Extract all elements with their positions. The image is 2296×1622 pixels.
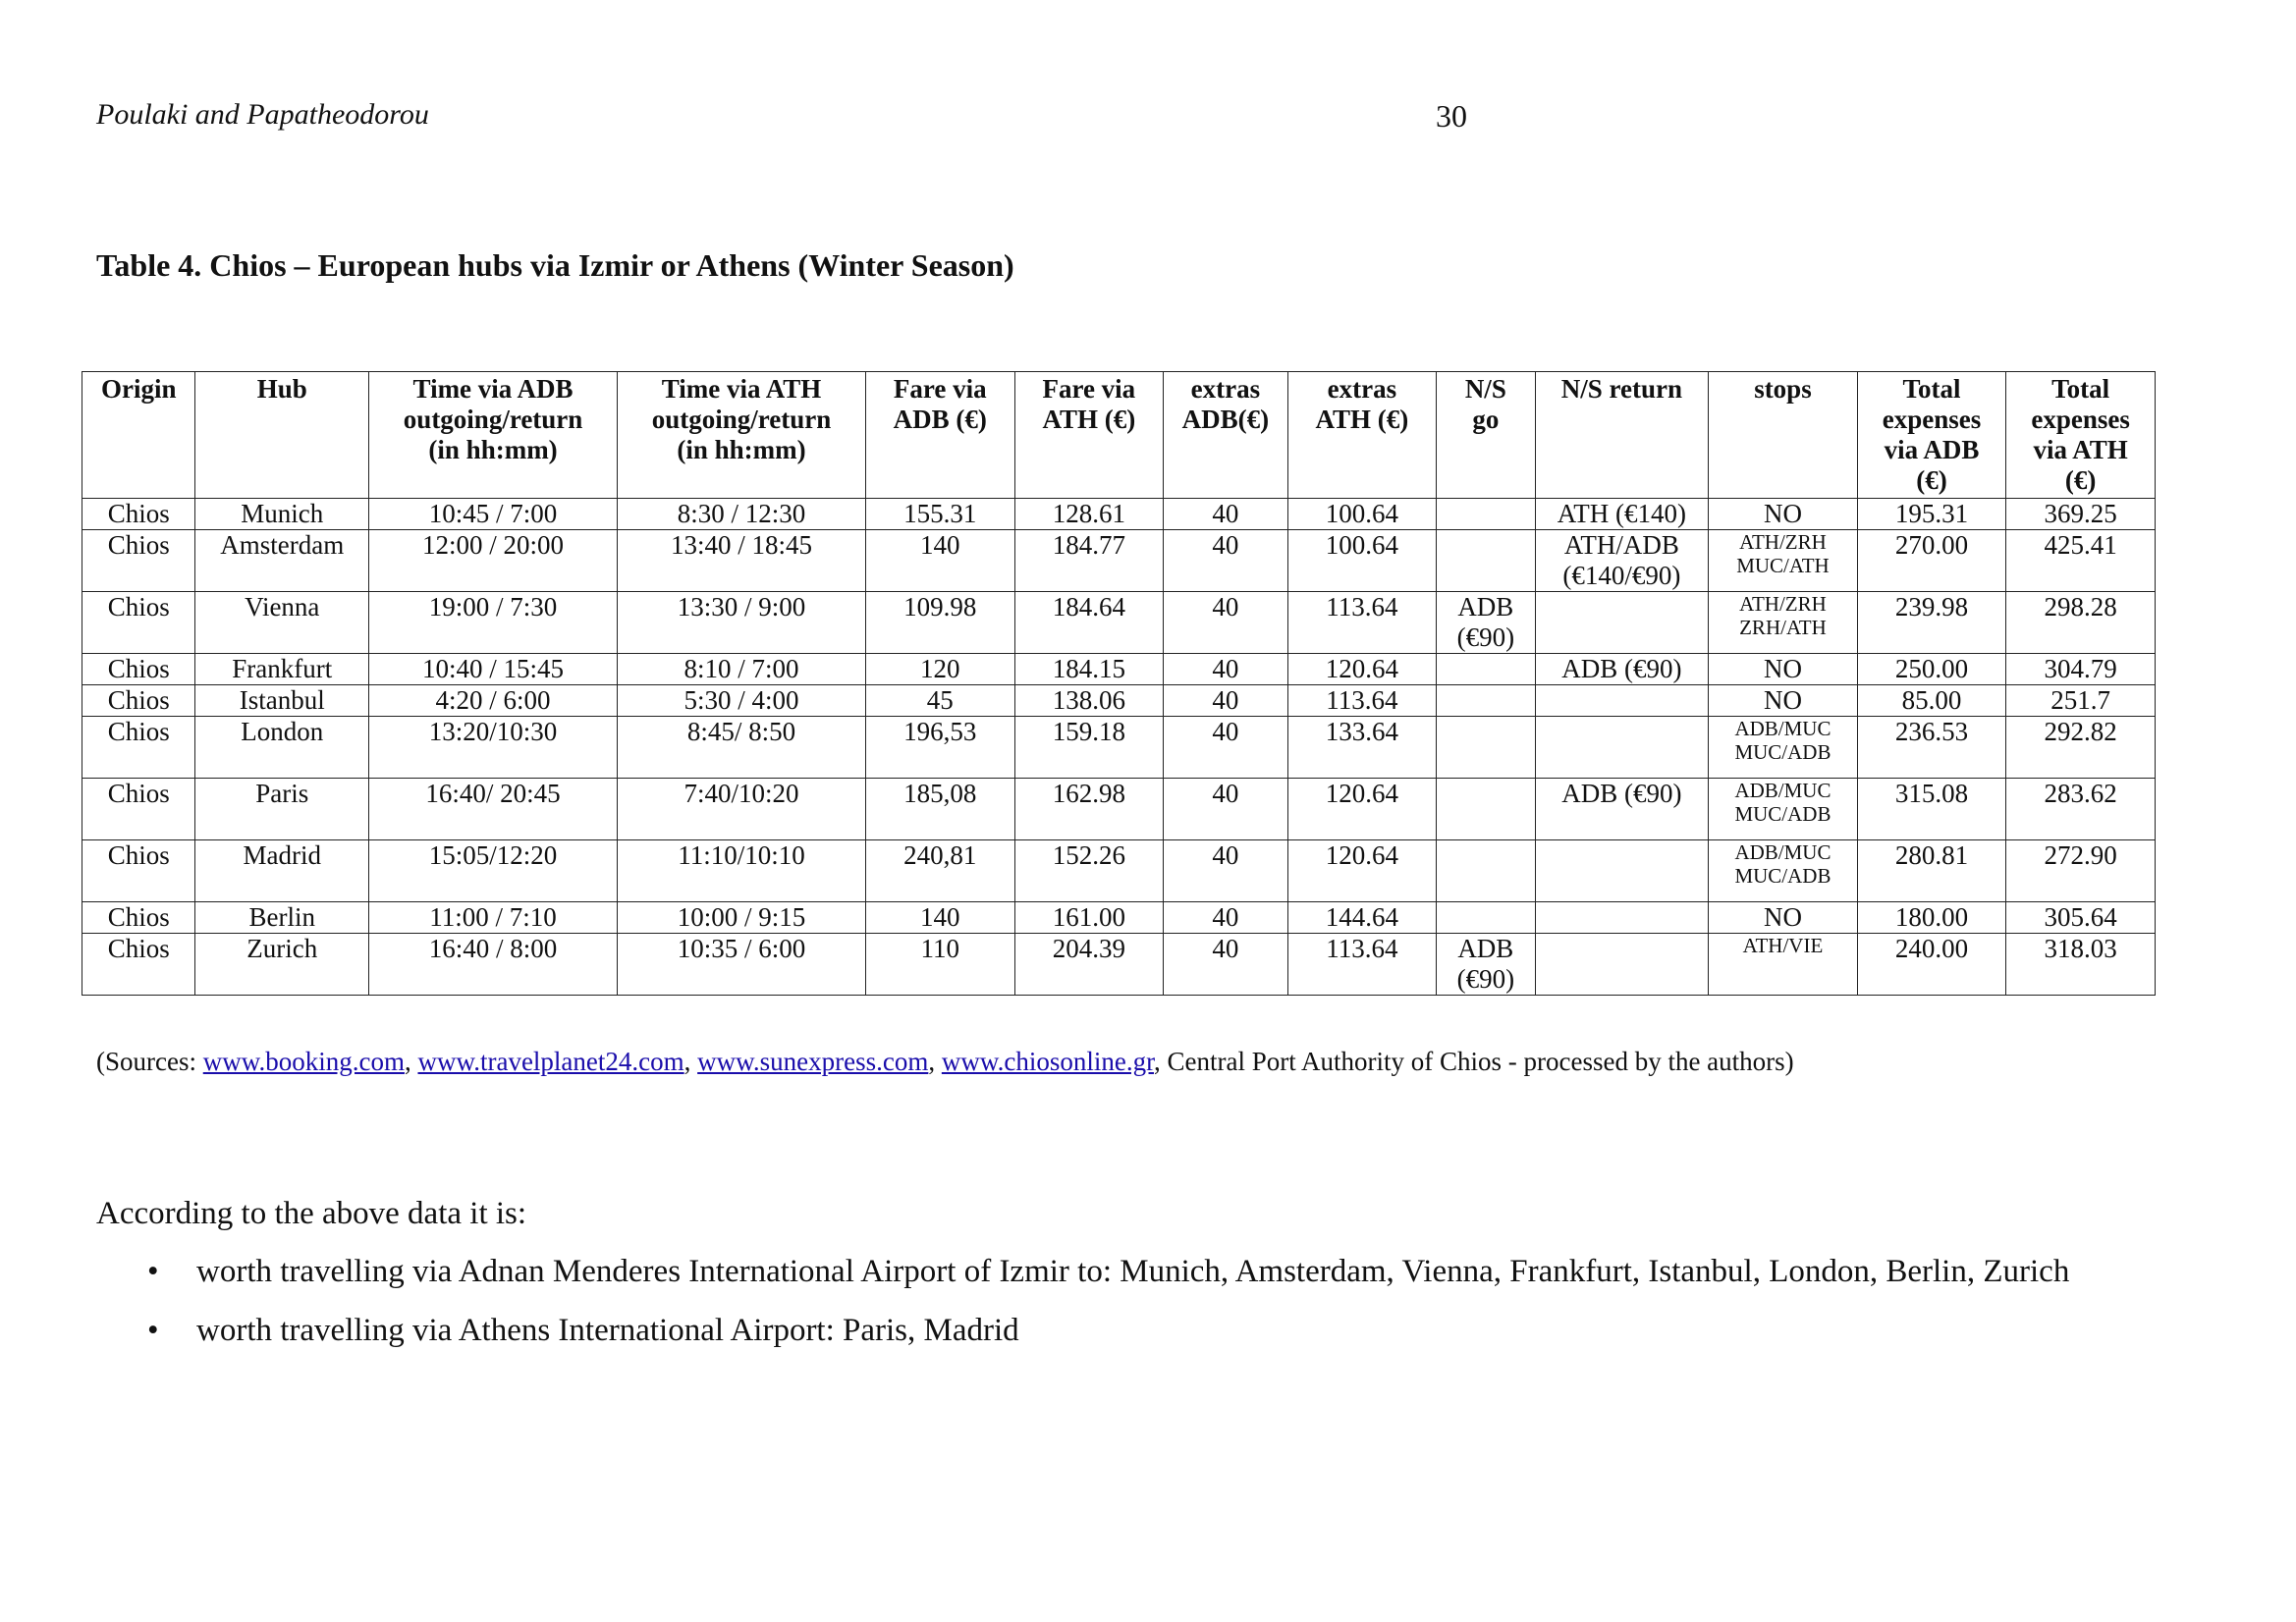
table-cell: Amsterdam [195, 530, 369, 592]
table-cell: 10:45 / 7:00 [369, 499, 618, 530]
table-cell: 133.64 [1287, 717, 1437, 779]
table-cell [1535, 685, 1709, 717]
column-header-line: (in hh:mm) [428, 435, 558, 464]
table-cell: 425.41 [2006, 530, 2156, 592]
table-row [82, 902, 2156, 934]
table-cell: 239.98 [1857, 592, 2006, 654]
conclusion-list [96, 1249, 2069, 1367]
table-row [82, 530, 2156, 592]
column-header [82, 372, 195, 499]
table-cell: ATH/ADB (€140/€90) [1535, 530, 1709, 592]
table-cell: ATH/ZRH MUC/ATH [1709, 530, 1858, 592]
table-header-row [82, 372, 2156, 499]
table-cell: 144.64 [1287, 902, 1437, 934]
table-cell: NO [1709, 902, 1858, 934]
table-cell: 140 [865, 902, 1014, 934]
table-cell: 315.08 [1857, 779, 2006, 840]
bullet-icon: • [147, 1254, 159, 1289]
column-header-line: Fare via [893, 374, 987, 404]
table-cell: ADB/MUC MUC/ADB [1709, 717, 1858, 779]
column-header-line: via ATH [2033, 435, 2128, 464]
sources-note: (Sources: www.booking.com, www.travelplanet24.com, www.sunexpress.com, www.chiosonline.gr, Central Port Authority of Chios - processed by the authors) [96, 1047, 1794, 1076]
table-cell: NO [1709, 654, 1858, 685]
table-cell: 15:05/12:20 [369, 840, 618, 902]
table-cell [1535, 592, 1709, 654]
table-cell: 10:40 / 15:45 [369, 654, 618, 685]
table-cell: 270.00 [1857, 530, 2006, 592]
table-cell: Chios [82, 934, 195, 996]
table-cell: 113.64 [1287, 592, 1437, 654]
table-cell: ADB (€90) [1437, 592, 1535, 654]
table-cell: 185,08 [865, 779, 1014, 840]
column-header-line: ADB(€) [1181, 405, 1270, 434]
column-header-line: Total [2051, 374, 2110, 404]
table-title: Table 4. Chios – European hubs via Izmir or Athens (Winter Season) [96, 247, 1014, 283]
column-header-line: N/S [1464, 374, 1506, 404]
table-cell: Istanbul [195, 685, 369, 717]
table-cell: 120.64 [1287, 840, 1437, 902]
table-cell: Munich [195, 499, 369, 530]
column-header-line: via ADB [1884, 435, 1980, 464]
table-cell: Chios [82, 530, 195, 592]
table-cell [1437, 717, 1535, 779]
table-cell: Chios [82, 779, 195, 840]
table-cell: Vienna [195, 592, 369, 654]
page-number: 30 [1436, 98, 1467, 134]
table-cell: 140 [865, 530, 1014, 592]
column-header [618, 372, 866, 499]
table-cell: 159.18 [1014, 717, 1164, 779]
column-header-line: Total [1902, 374, 1961, 404]
bullet-text: worth travelling via Adnan Menderes International Airport of Izmir to: Munich, Amsterdam, Vienna, Frankfurt, Istanbul, London, Berlin, Zurich [196, 1254, 2070, 1289]
table-cell: Paris [195, 779, 369, 840]
table-cell: 11:00 / 7:10 [369, 902, 618, 934]
table-cell: 369.25 [2006, 499, 2156, 530]
conclusion-intro: According to the above data it is: [96, 1196, 527, 1231]
table-cell: 5:30 / 4:00 [618, 685, 866, 717]
table-cell: 240,81 [865, 840, 1014, 902]
column-header-line: stops [1754, 374, 1812, 404]
table-cell: 10:35 / 6:00 [618, 934, 866, 996]
table-cell: 12:00 / 20:00 [369, 530, 618, 592]
table-cell: 16:40/ 20:45 [369, 779, 618, 840]
table-cell: Chios [82, 717, 195, 779]
table-cell: 120 [865, 654, 1014, 685]
table-cell: Chios [82, 902, 195, 934]
table-cell: 304.79 [2006, 654, 2156, 685]
table-cell: 180.00 [1857, 902, 2006, 934]
column-header-line: Time via ADB [412, 374, 574, 404]
table-cell: 19:00 / 7:30 [369, 592, 618, 654]
table-row [82, 654, 2156, 685]
table-cell: 45 [865, 685, 1014, 717]
table-cell: 204.39 [1014, 934, 1164, 996]
table-cell: London [195, 717, 369, 779]
table-cell: 40 [1164, 840, 1287, 902]
table-cell: 298.28 [2006, 592, 2156, 654]
table-cell: 40 [1164, 779, 1287, 840]
table-cell: 4:20 / 6:00 [369, 685, 618, 717]
table-row [82, 499, 2156, 530]
table-cell: 85.00 [1857, 685, 2006, 717]
table-cell [1437, 902, 1535, 934]
table-cell: 10:00 / 9:15 [618, 902, 866, 934]
column-header [1287, 372, 1437, 499]
table-cell: 100.64 [1287, 499, 1437, 530]
column-header-line: extras [1190, 374, 1261, 404]
table-cell: ATH/VIE [1709, 934, 1858, 996]
table-cell: Chios [82, 654, 195, 685]
table-cell: 40 [1164, 592, 1287, 654]
table-cell: 120.64 [1287, 779, 1437, 840]
table-cell [1437, 840, 1535, 902]
table-cell: 110 [865, 934, 1014, 996]
column-header-line: expenses [1882, 405, 1982, 434]
table-cell: Chios [82, 499, 195, 530]
table-cell: 196,53 [865, 717, 1014, 779]
column-header-line: ATH (€) [1042, 405, 1136, 434]
table-cell: 138.06 [1014, 685, 1164, 717]
column-header-line: Fare via [1042, 374, 1136, 404]
table-cell: 8:30 / 12:30 [618, 499, 866, 530]
table-row [82, 779, 2156, 840]
column-header-line: extras [1327, 374, 1397, 404]
table-cell: 40 [1164, 685, 1287, 717]
table-cell: 40 [1164, 499, 1287, 530]
table-cell: 40 [1164, 717, 1287, 779]
table-cell: 7:40/10:20 [618, 779, 866, 840]
sources-suffix: , Central Port Authority of Chios - processed by the authors) [1154, 1047, 1794, 1076]
column-header [195, 372, 369, 499]
table-cell [1535, 934, 1709, 996]
column-header-line: N/S return [1560, 374, 1682, 404]
table-cell: 184.77 [1014, 530, 1164, 592]
source-link-sunexpress[interactable]: www.sunexpress.com [697, 1047, 929, 1076]
table-cell [1437, 499, 1535, 530]
table-cell: 283.62 [2006, 779, 2156, 840]
table-cell: 195.31 [1857, 499, 2006, 530]
table-cell: ATH/ZRH ZRH/ATH [1709, 592, 1858, 654]
table-cell: ADB (€90) [1535, 654, 1709, 685]
column-header-line: (in hh:mm) [677, 435, 806, 464]
column-header-line: Origin [100, 374, 177, 404]
column-header-line: outgoing/return [403, 405, 583, 434]
table-cell: 305.64 [2006, 902, 2156, 934]
table-cell: 250.00 [1857, 654, 2006, 685]
source-link-chiosonline[interactable]: www.chiosonline.gr [941, 1047, 1154, 1076]
table-row [82, 934, 2156, 996]
column-header-line: Time via ATH [661, 374, 822, 404]
column-header-line: expenses [2031, 405, 2130, 434]
table-cell: 40 [1164, 934, 1287, 996]
column-header-line: (€) [2064, 465, 2097, 495]
column-header-line: ATH (€) [1315, 405, 1409, 434]
table-cell: Zurich [195, 934, 369, 996]
column-header [865, 372, 1014, 499]
table-cell: 113.64 [1287, 685, 1437, 717]
table-body [82, 499, 2156, 996]
table-cell: 13:40 / 18:45 [618, 530, 866, 592]
table-cell: 109.98 [865, 592, 1014, 654]
column-header-line: Hub [256, 374, 307, 404]
column-header [1437, 372, 1535, 499]
table-cell: 16:40 / 8:00 [369, 934, 618, 996]
table-cell: 152.26 [1014, 840, 1164, 902]
table-cell [1437, 779, 1535, 840]
table-cell: ADB/MUC MUC/ADB [1709, 779, 1858, 840]
table-cell: 161.00 [1014, 902, 1164, 934]
table-cell: Chios [82, 685, 195, 717]
table-row [82, 592, 2156, 654]
sources-prefix: (Sources: [96, 1047, 203, 1076]
table-cell: 113.64 [1287, 934, 1437, 996]
table-cell [1535, 840, 1709, 902]
table-cell: 240.00 [1857, 934, 2006, 996]
page-header-authors: Poulaki and Papatheodorou [96, 98, 429, 131]
table-cell: 120.64 [1287, 654, 1437, 685]
table-cell: 272.90 [2006, 840, 2156, 902]
table-cell: 40 [1164, 654, 1287, 685]
column-header [1857, 372, 2006, 499]
column-header [1164, 372, 1287, 499]
column-header-line: ADB (€) [893, 405, 987, 434]
table-cell [1535, 717, 1709, 779]
column-header [1535, 372, 1709, 499]
table-cell: 155.31 [865, 499, 1014, 530]
table-cell: 13:30 / 9:00 [618, 592, 866, 654]
column-header-line: outgoing/return [651, 405, 832, 434]
bullet-text: worth travelling via Athens International Airport: Paris, Madrid [196, 1313, 1019, 1348]
table-cell: 251.7 [2006, 685, 2156, 717]
column-header [369, 372, 618, 499]
bullet-icon: • [147, 1313, 159, 1348]
table-cell: Berlin [195, 902, 369, 934]
source-link-booking[interactable]: www.booking.com [202, 1047, 405, 1076]
table-cell: 280.81 [1857, 840, 2006, 902]
list-item [96, 1249, 2069, 1308]
table-cell: Madrid [195, 840, 369, 902]
table-cell: ATH (€140) [1535, 499, 1709, 530]
table-cell: ADB (€90) [1437, 934, 1535, 996]
table-cell: Frankfurt [195, 654, 369, 685]
table-cell: 100.64 [1287, 530, 1437, 592]
table-row [82, 840, 2156, 902]
table-cell: 236.53 [1857, 717, 2006, 779]
table-row [82, 717, 2156, 779]
table-cell: 162.98 [1014, 779, 1164, 840]
column-header [1709, 372, 1858, 499]
table-cell: 292.82 [2006, 717, 2156, 779]
table-cell: 40 [1164, 530, 1287, 592]
column-header-line: go [1472, 405, 1500, 434]
column-header-line: (€) [1916, 465, 1947, 495]
list-item [96, 1308, 2069, 1367]
table-cell: 318.03 [2006, 934, 2156, 996]
table-cell: ADB (€90) [1535, 779, 1709, 840]
table-cell: NO [1709, 685, 1858, 717]
table-cell: 13:20/10:30 [369, 717, 618, 779]
table-cell: 11:10/10:10 [618, 840, 866, 902]
table-cell [1437, 530, 1535, 592]
table-cell: 184.15 [1014, 654, 1164, 685]
table-cell: NO [1709, 499, 1858, 530]
column-header [2006, 372, 2156, 499]
table-cell: Chios [82, 592, 195, 654]
table-cell [1437, 685, 1535, 717]
source-link-travelplanet24[interactable]: www.travelplanet24.com [417, 1047, 684, 1076]
table-cell: Chios [82, 840, 195, 902]
table-cell: 128.61 [1014, 499, 1164, 530]
table-row [82, 685, 2156, 717]
fares-table [82, 371, 2156, 996]
table-cell [1535, 902, 1709, 934]
table-cell: ADB/MUC MUC/ADB [1709, 840, 1858, 902]
table-cell: 8:10 / 7:00 [618, 654, 866, 685]
column-header [1014, 372, 1164, 499]
table-cell: 40 [1164, 902, 1287, 934]
table-cell: 8:45/ 8:50 [618, 717, 866, 779]
table-cell [1437, 654, 1535, 685]
table-cell: 184.64 [1014, 592, 1164, 654]
